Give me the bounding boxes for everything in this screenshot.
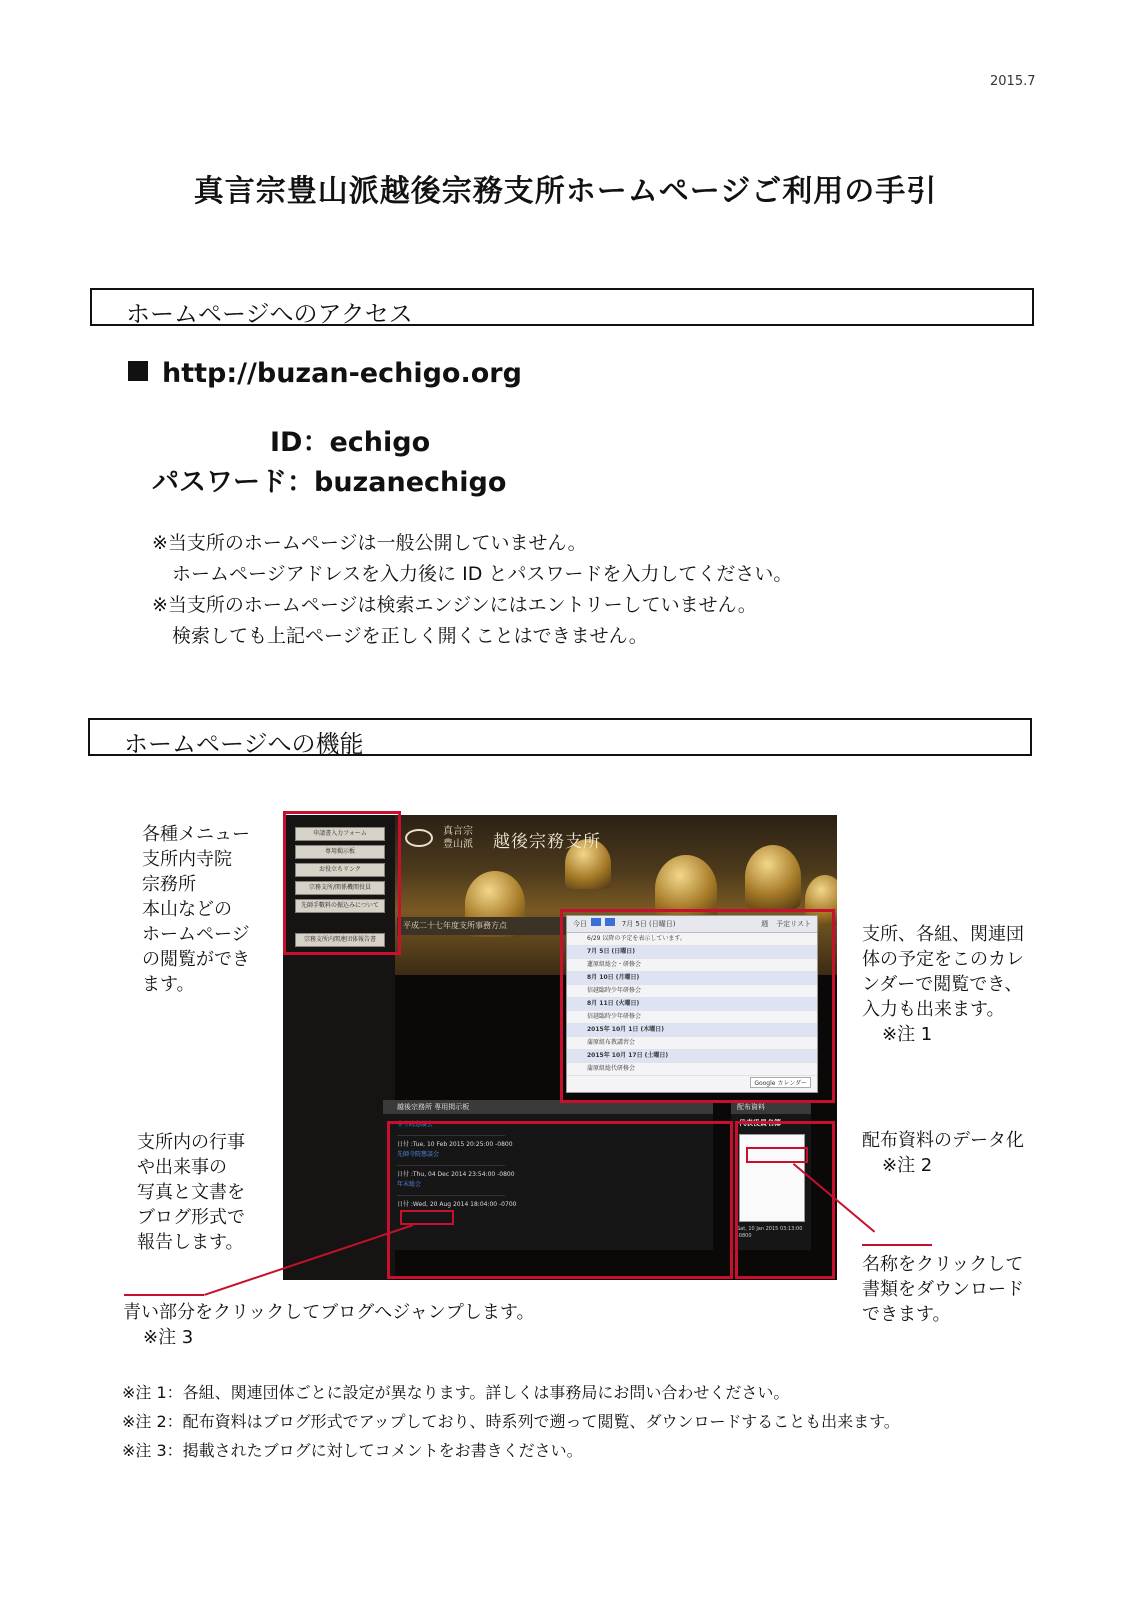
site-name: 越後宗務支所: [493, 832, 601, 852]
section-heading-access: [90, 288, 1034, 326]
callout-distribution: [862, 1128, 1024, 1178]
distribution-header: 配布資料: [731, 1100, 811, 1114]
site-prefix-line: 真言宗: [443, 826, 473, 837]
distribution-date: Sat, 10 Jan 2015 03:13:00 -0800: [737, 1226, 803, 1239]
calendar-list-button[interactable]: 予定リスト: [776, 920, 811, 928]
footnotes: [122, 1378, 900, 1465]
pointer-line: [124, 1294, 204, 1296]
calendar-event[interactable]: 蓮原組総会・研修会: [567, 959, 817, 972]
highlight-blog: [387, 1121, 733, 1279]
callout-line: 宗務所: [142, 874, 196, 895]
callout-line: 支所、各組、関連団: [862, 924, 1024, 945]
calendar-date-row: 2015年 10月 17日 (土曜日): [567, 1050, 817, 1063]
callout-blog: [137, 1130, 245, 1255]
calendar-event[interactable]: 信越臨時少年研修会: [567, 985, 817, 998]
calendar-notice: 6/29 以降の予定を表示しています。: [567, 933, 817, 946]
distribution-doc-link[interactable]: 代表役員名簿: [739, 1119, 781, 1127]
callout-line: ※注 1: [882, 1024, 933, 1045]
calendar-today-button[interactable]: 今日: [573, 920, 587, 928]
callout-line: 入力も出来ます。: [862, 999, 1005, 1020]
footnote-3: ※注 3：掲載されたブログに対してコメントをお書きください。: [122, 1441, 583, 1460]
access-note-4: 検索しても上記ページを正しく開くことはできません。: [172, 625, 648, 647]
menu-button-officers[interactable]: 宗務支所/関係機関役員: [295, 881, 385, 895]
bullet-square-icon: [128, 361, 148, 381]
calendar-date-row: 8月 10日 (月曜日): [567, 972, 817, 985]
callout-line: の閲覧ができ: [142, 949, 250, 970]
callout-line: 各種メニュー: [142, 824, 250, 845]
blog-entry-text-line: ………………………………………………: [397, 1131, 505, 1138]
bell-image: [745, 845, 801, 909]
callout-line: 写真と文書を: [137, 1182, 245, 1203]
blog-entry-date: 日付 :Thu, 04 Dec 2014 23:54:00 -0800: [397, 1171, 515, 1178]
highlight-calendar: [560, 909, 835, 1103]
menu-button-links[interactable]: お役立ちリンク: [295, 863, 385, 877]
menu-button-fees[interactable]: 先師手數料の振込みについて: [295, 899, 385, 913]
callout-line: や出来事の: [137, 1157, 227, 1178]
document-date: 2015.7: [990, 74, 1036, 89]
site-prefix: [443, 825, 473, 851]
pointer-line: [862, 1244, 932, 1246]
highlight-doc-name: [746, 1147, 808, 1163]
menu-button-form[interactable]: 申請書入力フォーム: [295, 827, 385, 841]
menu-button-reports[interactable]: 宗務支所内関連団体報告書: [295, 933, 385, 947]
google-calendar-badge[interactable]: Google カレンダー: [750, 1077, 811, 1088]
callout-line: できます。: [862, 1304, 951, 1325]
callout-line: 体の予定をこのカレ: [862, 949, 1024, 970]
callout-line: ※注 2: [882, 1155, 933, 1176]
callout-bluelink: [123, 1300, 534, 1350]
blog-entry-date: 日付 :Wed, 20 Aug 2014 18:04:00 -0700: [397, 1201, 517, 1208]
access-note-3: ※当支所のホームページは検索エンジンにはエントリーしていません。: [152, 594, 757, 616]
callout-line: ホームページ: [142, 924, 250, 945]
callout-menu: [142, 822, 250, 997]
page-title: 真言宗豊山派越後宗務支所ホームページご利用の手引: [193, 174, 938, 209]
blog-entry-link[interactable]: 年末総会: [397, 1181, 422, 1188]
temple-logo-icon: [405, 829, 433, 847]
calendar-date-row: 8月 11日 (火曜日): [567, 998, 817, 1011]
callout-line: 支所内寺院: [142, 849, 232, 870]
site-prefix-line: 豊山派: [443, 839, 473, 850]
calendar-week-button[interactable]: 週: [761, 920, 769, 928]
callout-line: ンダーで閲覧でき、: [862, 974, 1023, 995]
callout-calendar: [862, 922, 1024, 1047]
calendar-event[interactable]: 蒲原組布教講習会: [567, 1037, 817, 1050]
access-note-1: ※当支所のホームページは一般公開していません。: [152, 532, 587, 554]
section-heading-features: [88, 718, 1032, 756]
footnote-2: ※注 2：配布資料はブログ形式でアップしており、時系列で遡って閲覧、ダウンロードすることも出来ます。: [122, 1412, 900, 1431]
site-url[interactable]: http://buzan-echigo.org: [162, 358, 522, 389]
calendar-event[interactable]: 信越臨時少年研修会: [567, 1011, 817, 1024]
blog-entry-text-line: ………………………………………………: [397, 1191, 505, 1198]
login-password: パスワード：buzanechigo: [152, 467, 507, 498]
calendar-current-date: 7月 5日 (日曜日): [621, 920, 676, 928]
highlight-blog-link: [400, 1210, 454, 1225]
menu-button-board[interactable]: 専用掲示板: [295, 845, 385, 859]
highlight-distribution: [735, 1121, 835, 1279]
callout-line: 報告します。: [137, 1232, 244, 1253]
callout-line: 書類をダウンロード: [862, 1279, 1024, 1300]
calendar-date-row: 2015年 10月 1日 (木曜日): [567, 1024, 817, 1037]
callout-line: 支所内の行事: [137, 1132, 245, 1153]
callout-line: 配布資料のデータ化: [862, 1130, 1024, 1151]
callout-line: 名称をクリックして: [862, 1254, 1024, 1275]
blog-entry-text-line: ………………………………………………: [397, 1161, 505, 1168]
blog-entry-link[interactable]: 先師寺院懇談会: [397, 1151, 440, 1158]
callout-line: ※注 3: [143, 1327, 194, 1348]
callout-line: ます。: [142, 974, 195, 995]
calendar-date-row: 7月 5日 (日曜日): [567, 946, 817, 959]
callout-line: 本山などの: [142, 899, 232, 920]
callout-download: [862, 1252, 1024, 1327]
announcement-title: 平成二十七年度支所事務方点: [397, 917, 567, 935]
login-id: ID：echigo: [270, 427, 431, 458]
footnote-1: ※注 1：各組、関連団体ごとに設定が異なります。詳しくは事務局にお問い合わせください。: [122, 1383, 790, 1402]
blog-header: 越後宗務所 専用掲示板: [383, 1100, 713, 1114]
blog-entry-link[interactable]: 全寺院懇談会: [397, 1121, 434, 1128]
section-heading-text: ホームページへの機能: [124, 730, 364, 758]
highlight-menu: [283, 811, 401, 955]
callout-line: 青い部分をクリックしてブログへジャンプします。: [123, 1302, 535, 1323]
site-url-row: [128, 358, 522, 389]
access-note-2: ホームページアドレスを入力後に ID とパスワードを入力してください。: [172, 563, 793, 585]
blog-entry-date: 日付 :Tue, 10 Feb 2015 20:25:00 -0800: [397, 1141, 513, 1148]
section-heading-text: ホームページへのアクセス: [126, 300, 413, 328]
callout-line: ブログ形式で: [137, 1207, 245, 1228]
calendar-event[interactable]: 蒲原組総代研修会: [567, 1063, 817, 1076]
